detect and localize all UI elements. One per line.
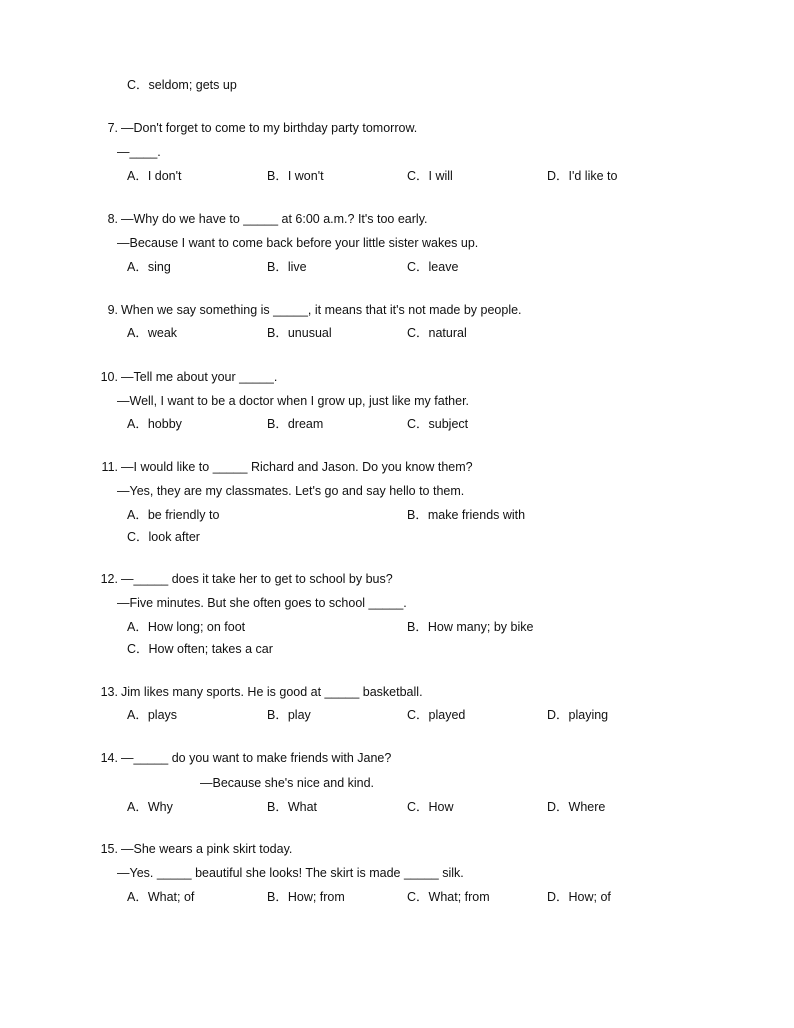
option-c: C．look after bbox=[127, 530, 200, 544]
question-stem: —Why do we have to _____ at 6:00 a.m.? It's too early. bbox=[121, 212, 428, 226]
option-a: A．How long; on foot bbox=[127, 620, 246, 634]
option-d: D．playing bbox=[547, 708, 609, 722]
option-b: B．How many; by bike bbox=[407, 620, 534, 634]
question-reply: —____. bbox=[117, 145, 161, 159]
option-b: B．I won't bbox=[267, 169, 324, 183]
question-stem: Jim likes many sports. He is good at _____ basketball. bbox=[121, 685, 423, 699]
option-b: B．dream bbox=[267, 417, 324, 431]
option-d: D．I'd like to bbox=[547, 169, 618, 183]
option-c: C．I will bbox=[407, 169, 453, 183]
option-a: A．I don't bbox=[127, 169, 182, 183]
option-a: A．sing bbox=[127, 260, 171, 274]
question-number: 12. bbox=[100, 572, 118, 586]
option-a: A．be friendly to bbox=[127, 508, 220, 522]
question-reply: —Because I want to come back before your little sister wakes up. bbox=[117, 236, 479, 250]
option-b: B．live bbox=[267, 260, 307, 274]
option-a: A．weak bbox=[127, 326, 178, 340]
option-b: B．unusual bbox=[267, 326, 332, 340]
question-reply: —Well, I want to be a doctor when I grow up, just like my father. bbox=[117, 394, 470, 408]
option-a: A．hobby bbox=[127, 417, 182, 431]
option-c: C．natural bbox=[407, 326, 467, 340]
question-stem: When we say something is _____, it means that it's not made by people. bbox=[121, 303, 522, 317]
question-reply: —Yes, they are my classmates. Let's go and say hello to them. bbox=[117, 484, 465, 498]
question-number: 11. bbox=[101, 460, 118, 474]
option-a: A．plays bbox=[127, 708, 178, 722]
option-b: B．make friends with bbox=[407, 508, 526, 522]
question-stem: —_____ does it take her to get to school by bus? bbox=[121, 572, 393, 586]
question-number: 8. bbox=[107, 212, 118, 226]
question-reply: —Because she's nice and kind. bbox=[200, 776, 375, 790]
question-number: 9. bbox=[107, 303, 118, 317]
question-stem: —_____ do you want to make friends with Jane? bbox=[121, 751, 392, 765]
question-reply: —Five minutes. But she often goes to school _____. bbox=[117, 596, 407, 610]
question-number: 7. bbox=[107, 121, 118, 135]
option-c: C．How bbox=[407, 800, 454, 814]
question-number: 15. bbox=[100, 842, 118, 856]
option-c: C．leave bbox=[407, 260, 459, 274]
question-reply: —Yes. _____ beautiful she looks! The skirt is made _____ silk. bbox=[117, 866, 464, 880]
option-c: C．seldom; gets up bbox=[127, 78, 237, 92]
option-c: C．How often; takes a car bbox=[127, 642, 273, 656]
question-number: 10. bbox=[100, 370, 118, 384]
question-stem: —I would like to _____ Richard and Jason. Do you know them? bbox=[121, 460, 473, 474]
option-c: C．What; from bbox=[407, 890, 490, 904]
option-a: A．What; of bbox=[127, 890, 195, 904]
option-c: C．subject bbox=[407, 417, 469, 431]
option-b: B．What bbox=[267, 800, 318, 814]
option-b: B．How; from bbox=[267, 890, 345, 904]
option-a: A．Why bbox=[127, 800, 173, 814]
question-number: 13. bbox=[100, 685, 118, 699]
option-b: B．play bbox=[267, 708, 311, 722]
question-stem: —Tell me about your _____. bbox=[121, 370, 278, 384]
question-stem: —Don't forget to come to my birthday party tomorrow. bbox=[121, 121, 418, 135]
option-d: D．How; of bbox=[547, 890, 611, 904]
question-stem: —She wears a pink skirt today. bbox=[121, 842, 293, 856]
option-d: D．Where bbox=[547, 800, 606, 814]
option-c: C．played bbox=[407, 708, 466, 722]
question-number: 14. bbox=[100, 751, 118, 765]
